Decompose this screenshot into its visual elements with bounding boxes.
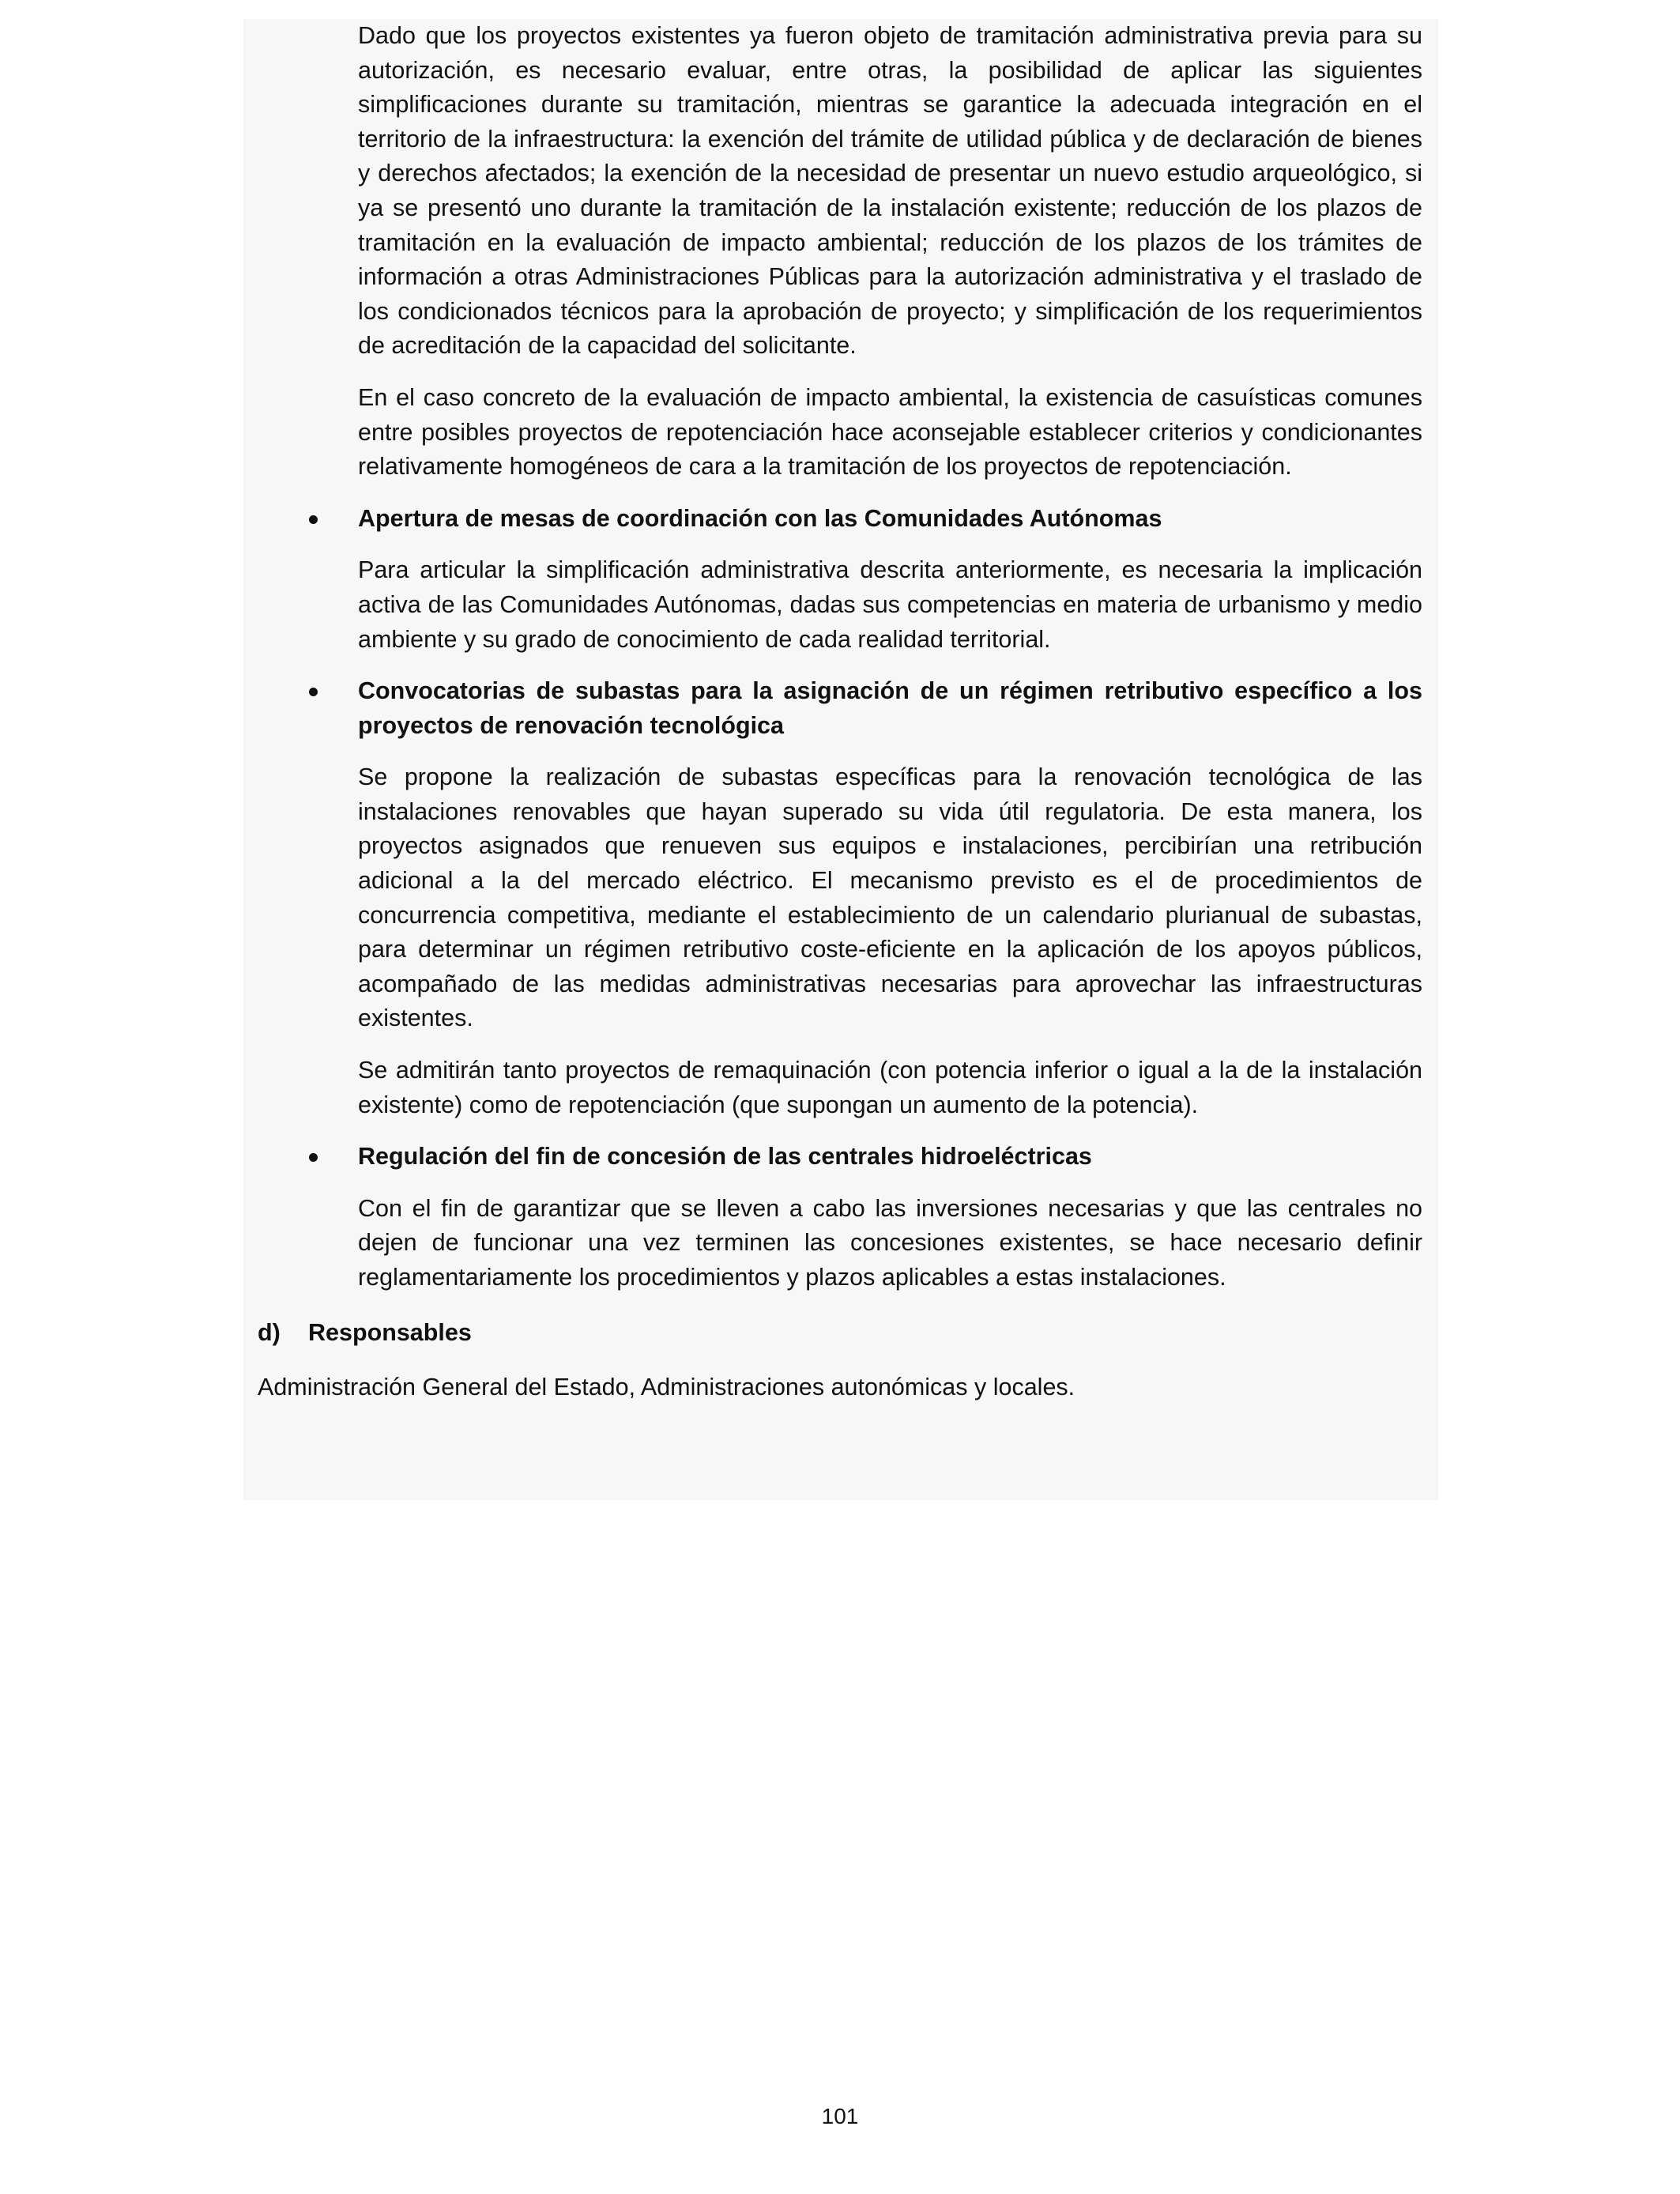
bullet-item-heading [358,1140,1422,1174]
bullet-item-heading [358,502,1422,537]
bullet-icon [309,1153,318,1162]
body-paragraph: Dado que los proyectos existentes ya fueron objeto de tramitación administrativa previa para su autorización, es necesario evaluar, entre otras, la posibilidad de aplicar las siguientes simplificaciones durante su tramitación, mientras se garantice la adecuada integración en el territorio de la infraestructura: la exención del trámite de utilidad pública y de declaración de bienes y derechos afectados; la exención de la necesidad de presentar un nuevo estudio arqueológico, si ya se presentó uno durante la tramitación de la instalación existente; reducción de los plazos de tramitación en la evaluación de impacto ambiental; reducción de los plazos de los trámites de información a otras Administraciones Públicas para la autorización administrativa y el traslado de los condicionados técnicos para la aprobación de proyecto; y simplificación de los requerimientos de acreditación de la capacidad del solicitante. [358,22,1422,360]
body-paragraph: Para articular la simplificación administrativa descrita anteriormente, es necesaria la implicación activa de las Comunidades Autónomas, dadas sus competencias en materia de urbanismo y medio ambiente y su grado de conocimiento de cada realidad territorial. [358,556,1422,653]
section-title: Responsables [308,1318,472,1346]
bullet-heading-text: Convocatorias de subastas para la asignación de un régimen retributivo específico a los proyectos de renovación tecnológica [358,677,1422,739]
body-paragraph: Se admitirán tanto proyectos de remaquinación (con potencia inferior o igual a la de la instalación existente) como de repotenciación (que supongan un aumento de la potencia). [358,1057,1422,1118]
body-paragraph: En el caso concreto de la evaluación de impacto ambiental, la existencia de casuísticas comunes entre posibles proyectos de repotenciación hace aconsejable establecer criterios y condicionantes relativamente homogéneos de cara a la tramitación de los proyectos de repotenciación. [358,383,1422,481]
bullet-icon [309,688,318,696]
bullet-item-heading [358,674,1422,743]
body-paragraph: Se propone la realización de subastas específicas para la renovación tecnológica de las instalaciones renovables que hayan superado su vida útil regulatoria. De esta manera, los proyectos asignados que renueven sus equipos e instalaciones, percibirían una retribución adicional a la del mercado eléctrico. El mecanismo previsto es el de procedimientos de concurrencia competitiva, mediante el establecimiento de un calendario plurianual de subastas, para determinar un régimen retributivo coste-eficiente en la aplicación de los apoyos públicos, acompañado de las medidas administrativas necesarias para aprovechar las infraestructuras existentes. [358,763,1422,1032]
section-body: Administración General del Estado, Administraciones autonómicas y locales. [258,1374,1075,1401]
page-number: 101 [821,2104,859,2128]
bullet-heading-text: Apertura de mesas de coordinación con las Comunidades Autónomas [358,504,1162,532]
bullet-body [358,760,1422,1122]
bullet-heading-text: Regulación del fin de concesión de las centrales hidroeléctricas [358,1143,1092,1171]
section-heading [258,1316,1438,1351]
section-label: d) [258,1318,281,1346]
intro-block [358,19,1422,484]
body-paragraph: Con el fin de garantizar que se lleven a cabo las inversiones necesarias y que las centrales no dejen de funcionar una vez terminen las concesiones existentes, se hace necesario definir reglamentariamente los procedimientos y plazos aplicables a estas instalaciones. [358,1194,1422,1291]
bullet-icon [309,515,318,524]
bullet-body [358,553,1422,657]
page-content [243,19,1438,1405]
bullet-body [358,1192,1422,1295]
